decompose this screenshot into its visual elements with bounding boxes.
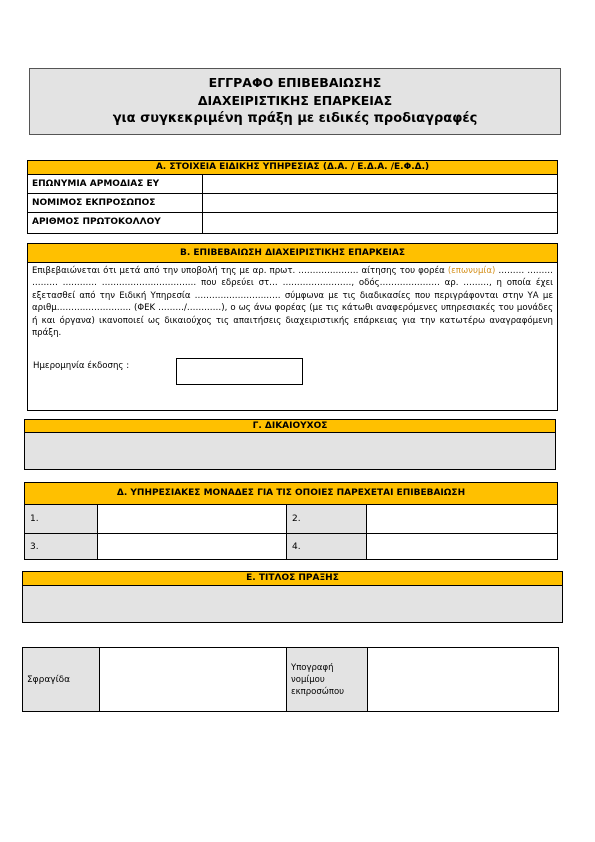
unit-field-4[interactable] bbox=[367, 534, 557, 559]
unit-field-2[interactable] bbox=[367, 505, 557, 533]
stamp-label: Σφραγίδα bbox=[23, 648, 100, 711]
agency-name-field[interactable] bbox=[203, 175, 557, 193]
signature-area[interactable] bbox=[368, 648, 558, 711]
signature-label: Υπογραφή νομίμου εκπροσώπου bbox=[287, 648, 368, 711]
protocol-number-label: ΑΡΙΘΜΟΣ ΠΡΩΤΟΚΟΛΛΟΥ bbox=[28, 213, 203, 233]
title-line-2: ΔΙΑΧΕΙΡΙΣΤΙΚΗΣ ΕΠΑΡΚΕΙΑΣ bbox=[197, 93, 393, 108]
section-c-header: Γ. ΔΙΚΑΙΟΥΧΟΣ bbox=[25, 420, 555, 433]
confirmation-text-part-1: Επιβεβαιώνεται ότι μετά από την υποβολή της με αρ. πρωτ. ………………… αίτησης του φορέα bbox=[32, 266, 448, 276]
document-title-box bbox=[29, 68, 561, 135]
confirmation-text-part-2: ……… ……… ……… ………… …………………………… που εδρεύει στ… ……………………, οδός………………… αρ. ………, η οποία έχει εξετασθεί από την Ειδική Υπηρεσία ………………………… σύμφωνα με τις διαδικασίες που περιγράφονται στην ΥΑ με αριθμ…………………….. (ΦΕΚ ………/…………), ο ως άνω φορέας (με τις κάτωθι αναφερόμενες υπηρεσιακές του μονάδες ή και όργανα) ικανοποιεί ως δικαιούχος τις απαιτήσεις διαχειριστικής επάρκειας για την κατωτέρω αναγραφόμενη πράξη. bbox=[32, 266, 553, 339]
title-line-1: ΕΓΓΡΑΦΟ ΕΠΙΒΕΒΑΙΩΣΗΣ bbox=[208, 75, 382, 90]
table-row bbox=[25, 534, 557, 559]
unit-number-2: 2. bbox=[287, 505, 367, 533]
unit-field-3[interactable] bbox=[98, 534, 287, 559]
protocol-number-field[interactable] bbox=[203, 213, 557, 233]
table-row bbox=[25, 505, 557, 534]
section-a-agency-details bbox=[27, 160, 558, 234]
entity-name-placeholder: (επωνυμία) bbox=[447, 266, 496, 276]
section-a-header: Α. ΣΤΟΙΧΕΙΑ ΕΙΔΙΚΗΣ ΥΠΗΡΕΣΙΑΣ (Δ.Α. / Ε.Δ.Α. /Ε.Φ.Δ.) bbox=[28, 161, 557, 175]
legal-representative-label: ΝΟΜΙΜΟΣ ΕΚΠΡΟΣΩΠΟΣ bbox=[28, 194, 203, 212]
section-d-service-units bbox=[24, 482, 558, 560]
issue-date-label: Ημερομηνία έκδοσης : bbox=[33, 361, 130, 371]
signature-block bbox=[22, 647, 559, 712]
table-row bbox=[28, 213, 557, 233]
section-c-beneficiary bbox=[24, 419, 556, 470]
legal-representative-field[interactable] bbox=[203, 194, 557, 212]
stamp-area[interactable] bbox=[100, 648, 287, 711]
section-e-header: Ε. ΤΙΤΛΟΣ ΠΡΑΞΗΣ bbox=[23, 572, 562, 586]
action-title-field[interactable] bbox=[23, 586, 562, 624]
agency-name-label: ΕΠΩΝΥΜΙΑ ΑΡΜΟΔΙΑΣ ΕΥ bbox=[28, 175, 203, 193]
table-row bbox=[28, 194, 557, 213]
table-row bbox=[28, 175, 557, 194]
unit-number-3: 3. bbox=[25, 534, 98, 559]
section-d-header: Δ. ΥΠΗΡΕΣΙΑΚΕΣ ΜΟΝΑΔΕΣ ΓΙΑ ΤΙΣ ΟΠΟΙΕΣ ΠΑΡΕΧΕΤΑΙ ΕΠΙΒΕΒΑΙΩΣΗ bbox=[25, 483, 557, 505]
confirmation-text bbox=[28, 263, 557, 339]
unit-field-1[interactable] bbox=[98, 505, 287, 533]
section-b-header: Β. ΕΠΙΒΕΒΑΙΩΣΗ ΔΙΑΧΕΙΡΙΣΤΙΚΗΣ ΕΠΑΡΚΕΙΑΣ bbox=[28, 244, 557, 263]
unit-number-4: 4. bbox=[287, 534, 367, 559]
section-e-action-title bbox=[22, 571, 563, 623]
beneficiary-field[interactable] bbox=[25, 433, 555, 470]
issue-date-field[interactable] bbox=[176, 358, 303, 385]
unit-number-1: 1. bbox=[25, 505, 98, 533]
section-b-confirmation bbox=[27, 243, 558, 411]
title-line-3: για συγκεκριμένη πράξη με ειδικές προδιαγραφές bbox=[112, 111, 478, 126]
